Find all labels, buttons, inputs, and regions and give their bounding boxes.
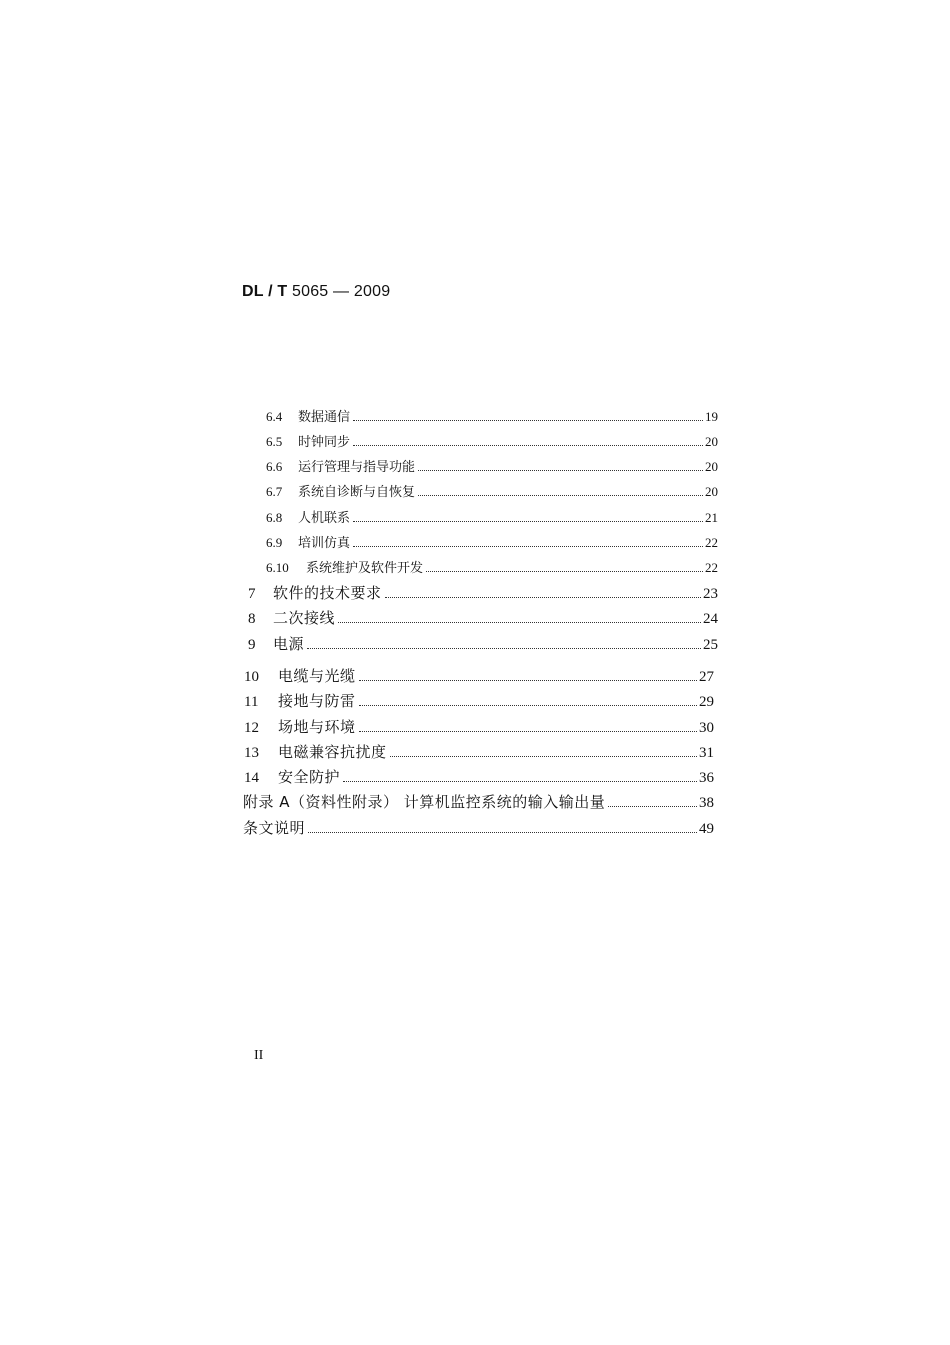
toc-title: 电缆与光缆	[278, 667, 356, 685]
dot-leader	[338, 622, 701, 623]
toc-page: 38	[699, 795, 714, 811]
toc-number: 9	[248, 637, 256, 653]
toc-entry-14[interactable]	[244, 766, 714, 787]
toc-title: 时钟同步	[298, 435, 351, 450]
dot-leader	[418, 470, 703, 471]
toc-number: 6.4	[266, 409, 283, 424]
toc-page: 20	[705, 484, 718, 499]
toc-title: 附录 A（资料性附录） 计算机监控系统的输入输出量	[243, 793, 606, 811]
page-number: II	[254, 1048, 264, 1063]
toc-number: 7	[248, 586, 256, 602]
toc-entry-7[interactable]	[248, 582, 718, 603]
toc-title: 接地与防雷	[278, 692, 356, 710]
toc-entry-12[interactable]	[244, 716, 714, 737]
toc-number: 12	[244, 720, 259, 736]
toc-number: 6.7	[266, 484, 283, 499]
toc-title: 人机联系	[298, 511, 351, 526]
toc-page: 29	[699, 694, 714, 710]
toc-number: 11	[244, 694, 259, 710]
toc-page: 24	[703, 611, 718, 627]
dot-leader	[308, 832, 697, 833]
toc-page: 49	[699, 821, 714, 837]
toc-page: 21	[705, 510, 718, 525]
toc-title: 系统自诊断与自恢复	[298, 485, 416, 500]
toc-title: 数据通信	[298, 410, 351, 425]
toc-number: 8	[248, 611, 256, 627]
toc-number: 6.6	[266, 459, 283, 474]
dot-leader	[353, 445, 703, 446]
toc-number: 10	[244, 669, 259, 685]
dot-leader	[343, 781, 697, 782]
toc-page: 20	[705, 434, 718, 449]
toc-page: 20	[705, 459, 718, 474]
toc-entry-9[interactable]	[248, 633, 718, 654]
toc-page: 23	[703, 586, 718, 602]
toc-entry-8[interactable]	[248, 607, 718, 628]
toc-entry-explanation[interactable]	[243, 817, 714, 838]
toc-entry-6-5[interactable]	[266, 431, 718, 450]
toc-title: 培训仿真	[298, 536, 351, 551]
toc-page: 22	[705, 560, 718, 575]
toc-title: 条文说明	[243, 819, 306, 837]
toc-number: 13	[244, 745, 259, 761]
dot-leader	[353, 521, 703, 522]
dot-leader	[359, 705, 697, 706]
toc-page: 30	[699, 720, 714, 736]
toc-entry-6-4[interactable]	[266, 406, 718, 425]
toc-number: 6.9	[266, 535, 283, 550]
dot-leader	[608, 806, 697, 807]
toc-entry-13[interactable]	[244, 741, 714, 762]
toc-entry-6-6[interactable]	[266, 456, 718, 475]
toc-title: 二次接线	[273, 609, 336, 627]
toc-page: 25	[703, 637, 718, 653]
toc-title: 场地与环境	[278, 718, 356, 736]
toc-number: 14	[244, 770, 259, 786]
dot-leader	[426, 571, 703, 572]
toc-title: 运行管理与指导功能	[298, 460, 416, 475]
toc-title: 安全防护	[278, 768, 341, 786]
toc-entry-6-7[interactable]	[266, 481, 718, 500]
toc-title: 系统维护及软件开发	[306, 561, 424, 576]
standard-prefix: DL / T	[242, 283, 288, 300]
dot-leader	[385, 597, 701, 598]
toc-page: 19	[705, 409, 718, 424]
standard-code	[242, 283, 390, 301]
toc-page: 36	[699, 770, 714, 786]
dot-leader	[359, 680, 697, 681]
dot-leader	[353, 420, 703, 421]
toc-entry-10[interactable]	[244, 665, 714, 686]
toc-page: 31	[699, 745, 714, 761]
dot-leader	[307, 648, 701, 649]
toc-entry-11[interactable]	[244, 690, 714, 711]
toc-number: 6.8	[266, 510, 283, 525]
dot-leader	[418, 495, 703, 496]
dot-leader	[359, 731, 697, 732]
dot-leader	[390, 756, 697, 757]
dot-leader	[353, 546, 703, 547]
toc-title: 电磁兼容抗扰度	[278, 743, 387, 761]
toc-entry-appendix-a[interactable]	[243, 791, 714, 812]
toc-page: 27	[699, 669, 714, 685]
toc-title: 软件的技术要求	[273, 584, 382, 602]
toc-entry-6-10[interactable]	[266, 557, 718, 576]
toc-entry-6-8[interactable]	[266, 507, 718, 526]
toc-page: 22	[705, 535, 718, 550]
toc-entry-6-9[interactable]	[266, 532, 718, 551]
toc-number: 6.10	[266, 560, 289, 575]
toc-title: 电源	[273, 635, 305, 653]
toc-number: 6.5	[266, 434, 283, 449]
standard-number: 5065 — 2009	[292, 283, 391, 300]
